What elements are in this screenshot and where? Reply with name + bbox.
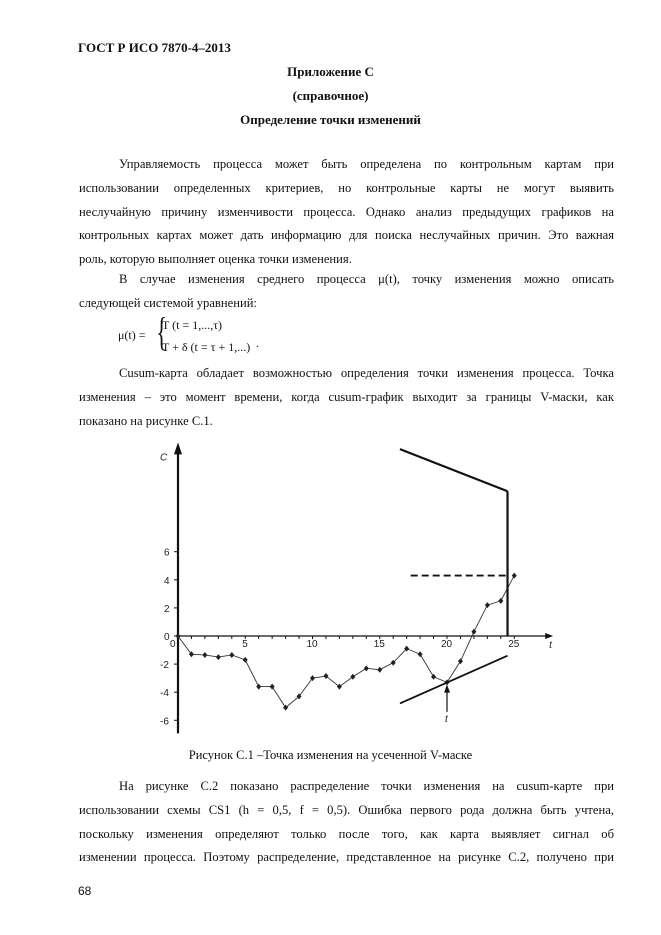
- x-axis-label: t: [549, 640, 552, 651]
- change-point-label: t: [445, 713, 448, 725]
- data-point: [350, 674, 355, 680]
- equation-case-1: T (t = 1,...,τ): [162, 318, 223, 332]
- page-number: 68: [78, 884, 92, 898]
- text-line: В случае изменения среднего процесса μ(t), точку изменения можно описать: [119, 272, 614, 286]
- x-tick-label: 10: [306, 639, 318, 650]
- vmask-lower-arm: [400, 656, 508, 704]
- x-tick-label: 25: [508, 639, 520, 650]
- appendix-status: (справочное): [292, 88, 369, 103]
- y-tick-label: 0: [164, 632, 170, 643]
- y-tick-label: 2: [164, 603, 170, 615]
- y-axis-arrow: [174, 442, 182, 454]
- brace-symbol: {: [156, 309, 167, 354]
- data-point: [364, 665, 369, 671]
- x-tick-label: 5: [242, 639, 248, 650]
- data-point: [337, 684, 342, 690]
- data-point: [243, 657, 248, 663]
- data-point: [471, 629, 476, 635]
- text-line: роль, которую выполняет оценка точки изменения.: [79, 252, 352, 267]
- vmask-upper-arm: [400, 449, 508, 491]
- data-point: [202, 652, 207, 658]
- text-line: показано на рисунке С.1.: [79, 413, 213, 428]
- figure-caption: Рисунок С.1 –Точка изменения на усеченной V-маске: [188, 748, 473, 762]
- change-point-arrowhead: [444, 685, 450, 693]
- data-point: [323, 673, 328, 679]
- data-point: [256, 684, 261, 690]
- appendix-title: Приложение С: [287, 64, 374, 79]
- data-point: [512, 573, 517, 579]
- x-axis-arrow: [545, 633, 553, 639]
- y-tick-label: 6: [164, 547, 170, 559]
- y-tick-label: 4: [164, 575, 170, 587]
- data-point: [229, 652, 234, 658]
- text-line: Cusum-карта обладает возможностью определения точки изменения процесса. Точка: [119, 366, 614, 380]
- text-line: использовании определенных критериев, но контрольные карты не могут выявить: [79, 180, 614, 195]
- y-tick-label: -6: [160, 716, 169, 728]
- text-line: изменения – это момент времени, когда cusum-график выходит за границы V-маски, как: [79, 389, 614, 404]
- paragraph-4: [79, 775, 614, 870]
- standard-header: ГОСТ Р ИСО 7870-4–2013: [78, 40, 231, 55]
- data-point: [498, 598, 503, 604]
- y-tick-label: -2: [160, 660, 169, 672]
- text-line: неслучайную причину изменчивости процесса. Однако анализ предыдущих графиков на: [79, 204, 614, 219]
- data-point: [485, 602, 490, 608]
- text-line: изменении процесса. Поэтому распределение, представленное на рисунке С.2, получено при: [79, 850, 614, 865]
- equation-case-2: T + δ (t = τ + 1,...): [162, 340, 251, 354]
- text-line: Управляемость процесса может быть определена по контрольным картам при: [119, 157, 614, 171]
- text-line: использовании схемы CS1 (h = 0,5, f = 0,5). Ошибка первого рода должна быть учтена,: [79, 802, 614, 817]
- x-tick-label: 0: [170, 639, 176, 650]
- x-tick-label: 15: [373, 639, 385, 650]
- data-point: [377, 667, 382, 673]
- x-tick-label: 20: [441, 639, 453, 650]
- y-axis-label: C: [160, 452, 168, 464]
- equation-lhs: μ(t) =: [118, 328, 146, 342]
- cusum-line: [178, 576, 514, 708]
- equation-end: .: [256, 336, 259, 350]
- data-point: [216, 654, 221, 660]
- text-line: поскольку изменения определяют только после того, как карта выявляет сигнал об: [79, 826, 614, 841]
- text-line: следующей системой уравнений:: [79, 295, 257, 310]
- y-tick-label: -4: [160, 688, 169, 700]
- text-line: контрольных картах может дать информацию для поиска неслучайных причин. Это важная: [79, 228, 614, 243]
- text-line: На рисунке С.2 показано распределение точки изменения на cusum-карте при: [119, 779, 614, 793]
- appendix-heading: Определение точки изменений: [240, 112, 421, 127]
